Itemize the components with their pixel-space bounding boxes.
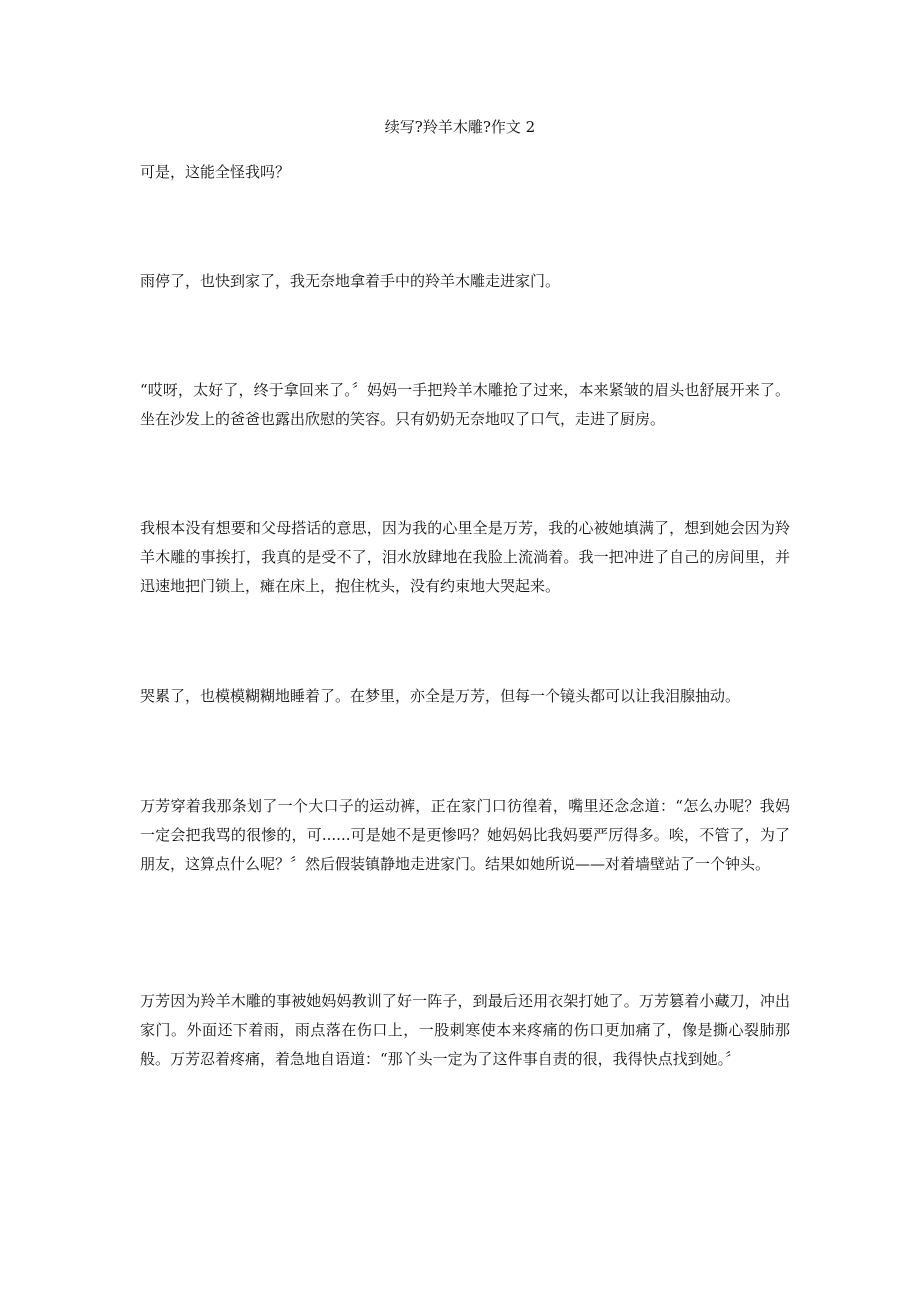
paragraph-7: 万芳因为羚羊木雕的事被她妈妈教训了好一阵子，到最后还用衣架打她了。万芳篡着小藏刀，冲出家门。外面还下着雨，雨点落在伤口上，一股刺寒使本来疼痛的伤口更加痛了，像是撕心裂肺那般。万芳忍着疼痛，着急地自语道：“那丫头一定为了这件事自责的很，我得快点找到她。〞 — [140, 992, 790, 1068]
paragraph-5: 哭累了，也模模糊糊地睡着了。在梦里，亦全是万芳，但每一个镜头都可以让我泪腺抽动。 — [140, 687, 741, 705]
paragraph-2: 雨停了，也快到家了，我无奈地拿着手中的羚羊木雕走进家门。 — [140, 272, 561, 290]
paragraph-4: 我根本没有想要和父母搭话的意思，因为我的心里全是万芳，我的心被她填满了，想到她会因为羚羊木雕的事挨打，我真的是受不了，泪水放肆地在我脸上流淌着。我一把冲进了自己的房间里，并迅速地把门锁上，瘫在床上，抱住枕头，没有约束地大哭起来。 — [140, 519, 790, 595]
paragraph-6: 万芳穿着我那条划了一个大口子的运动裤，正在家门口彷徨着，嘴里还念念道：“怎么办呢？我妈一定会把我骂的很惨的，可......可是她不是更惨吗？她妈妈比我妈要严厉得多。唉，不管了，为了朋友，这算点什么呢？〞然后假装镇静地走进家门。结果如她所说——对着墙壁站了一个钟头。 — [140, 797, 790, 873]
paragraph-3: “哎呀，太好了，终于拿回来了。〞妈妈一手把羚羊木雕抢了过来，本来紧皱的眉头也舒展开来了。坐在沙发上的爸爸也露出欣慰的笑容。只有奶奶无奈地叹了口气，走进了厨房。 — [140, 381, 790, 428]
paragraph-1: 可是，这能全怪我吗？ — [140, 163, 291, 181]
document-title: 续写?羚羊木雕?作文 2 — [384, 118, 536, 136]
